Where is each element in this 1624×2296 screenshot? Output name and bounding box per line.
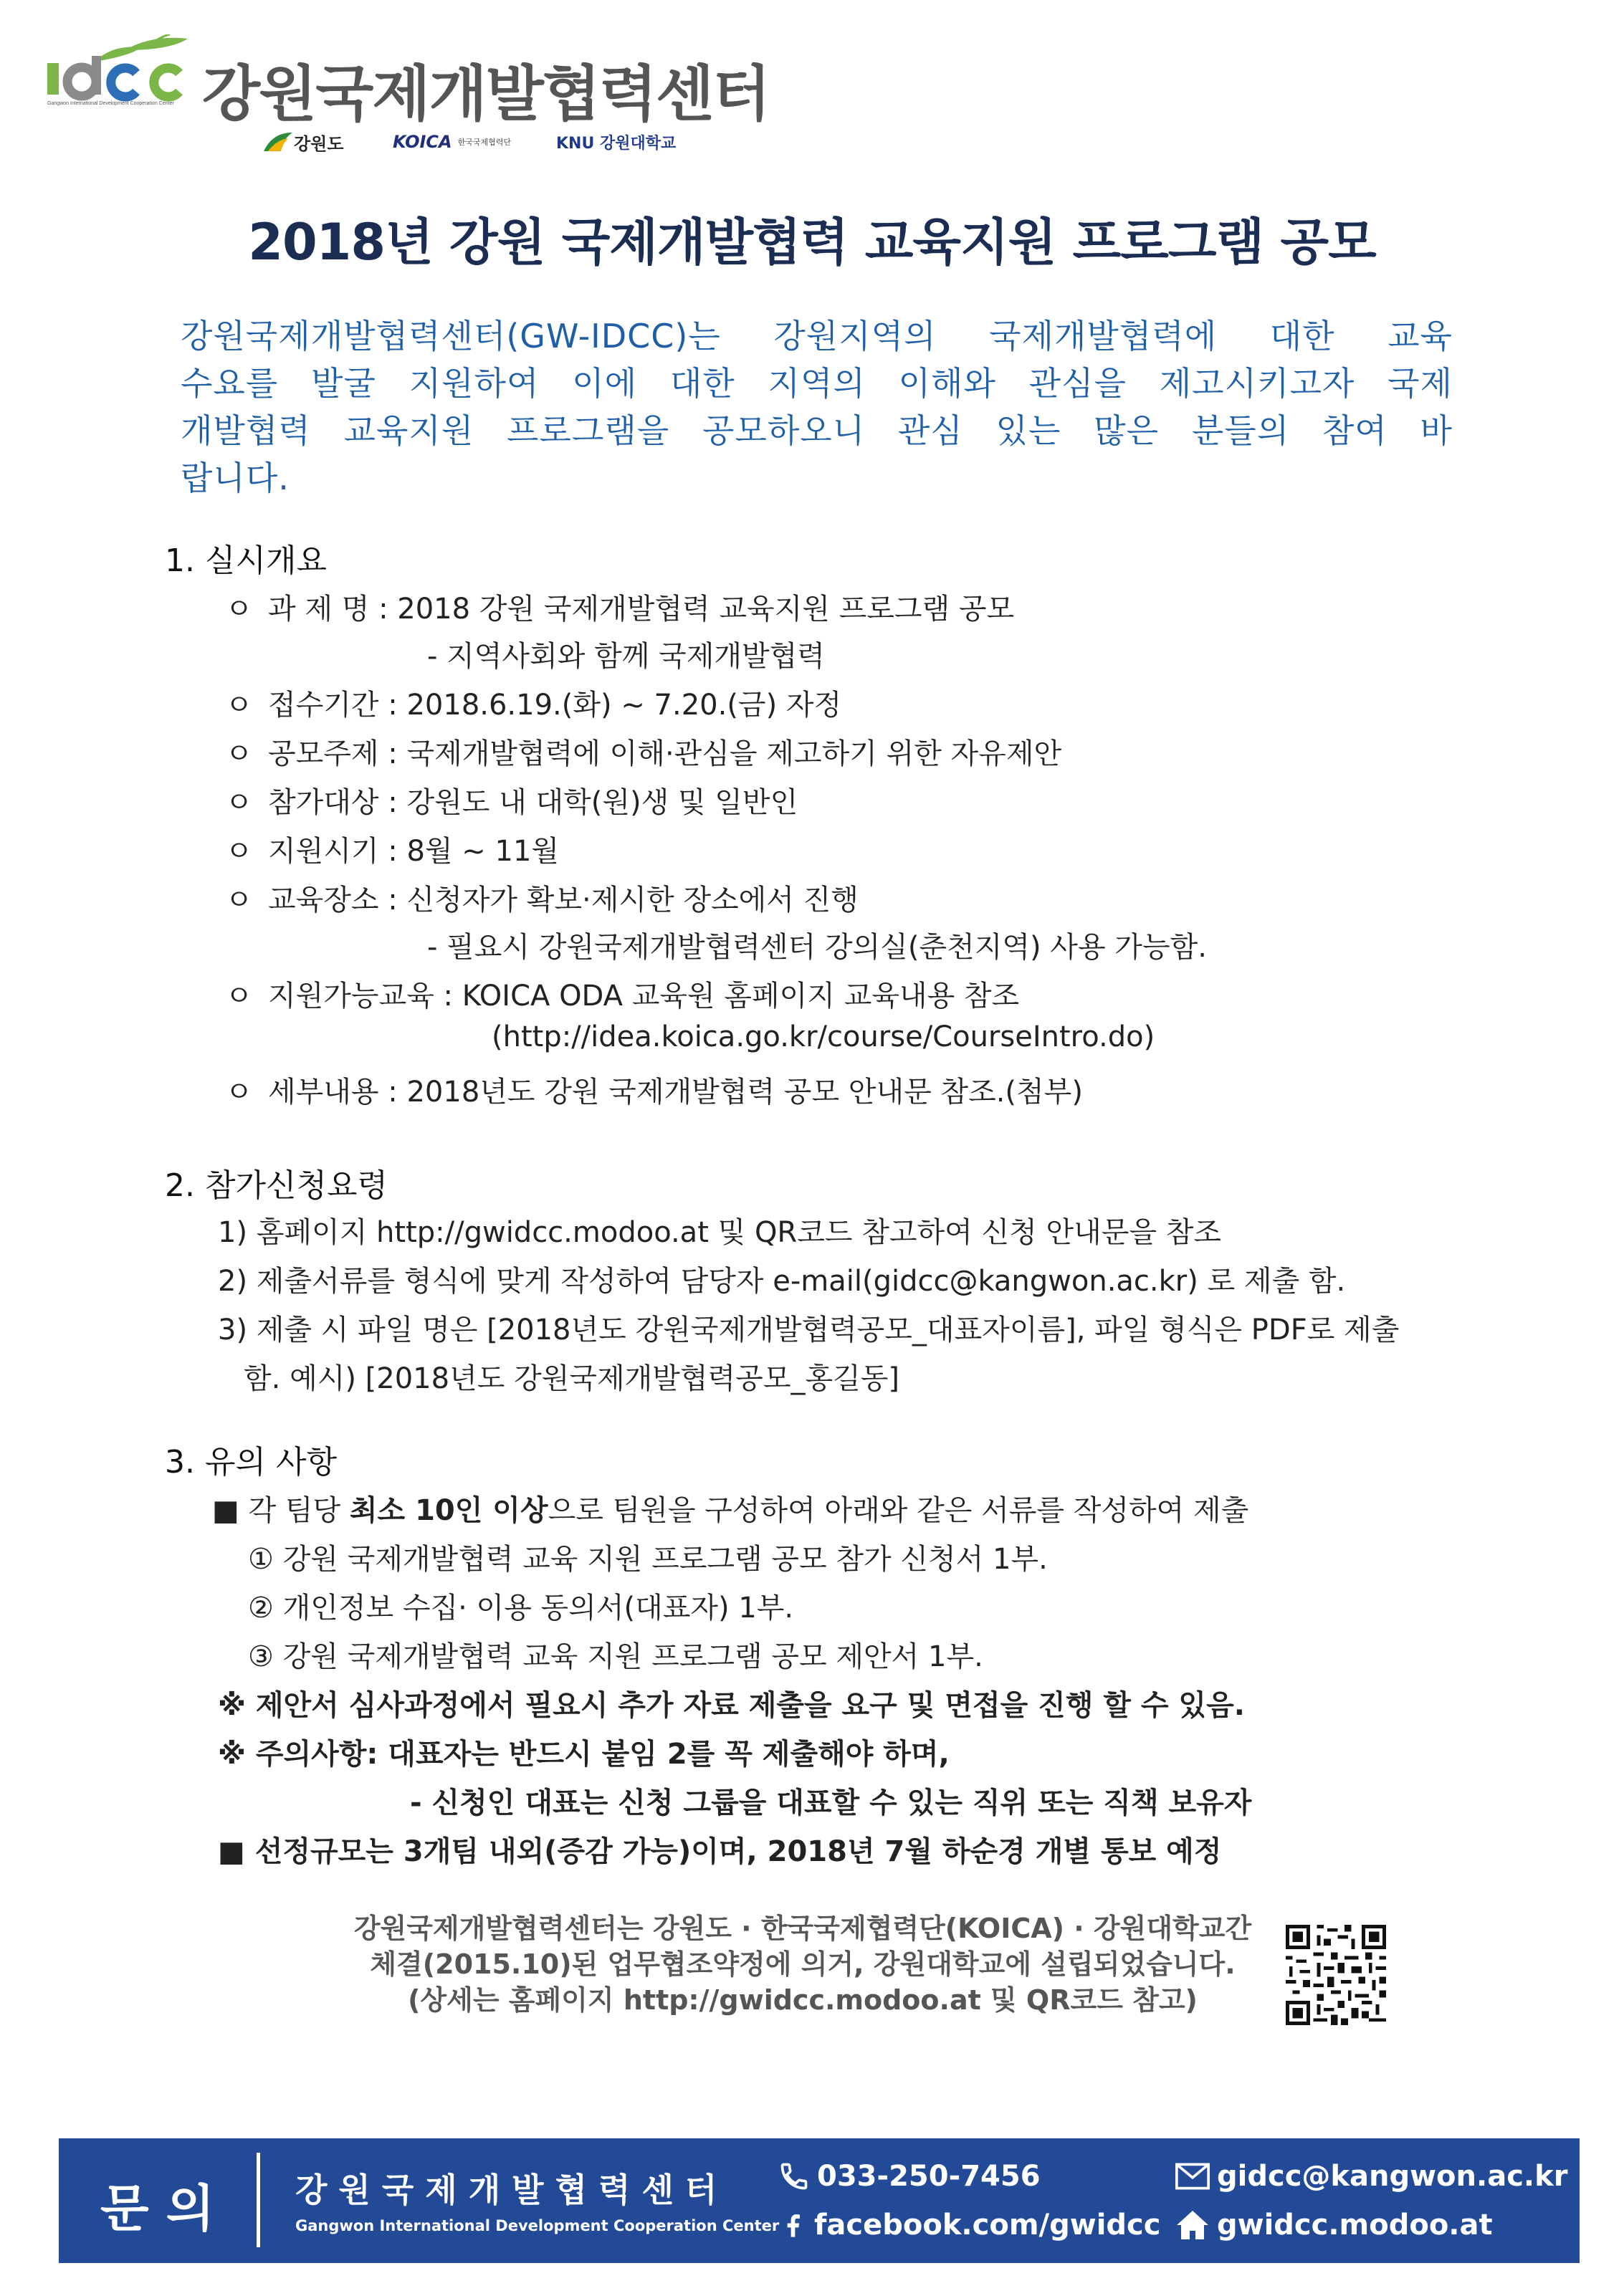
circle-bullet-icon: ㅇ <box>225 884 253 917</box>
overview-subitem: - 필요시 강원국제개발협력센터 강의실(춘천지역) 사용 가능함. <box>427 931 1207 964</box>
qr-code <box>1286 1925 1386 2025</box>
contact-homepage[interactable] <box>1175 2209 1493 2242</box>
overview-item <box>225 682 841 723</box>
partner-knu-logo <box>556 128 676 156</box>
phone-icon <box>778 2161 810 2192</box>
square-bullet-icon: ■ <box>218 1835 245 1868</box>
idcc-logo <box>44 34 191 106</box>
team-requirement-post: 으로 팀원을 구성하여 아래와 같은 서류를 작성하여 제출 <box>548 1494 1249 1527</box>
selection-scale-text: 선정규모는 3개팀 내외(증감 가능)이며, 2018년 7월 하순경 개별 통보 예정 <box>254 1835 1222 1868</box>
svg-text:Gangwon International Developm: Gangwon International Development Cooperation Center <box>47 101 174 106</box>
contact-email-text: gidcc@kangwon.ac.kr <box>1217 2160 1568 2193</box>
overview-item <box>225 731 1061 772</box>
overview-text: 지원시기 : 8월 ~ 11월 <box>268 835 560 868</box>
circle-bullet-icon: ㅇ <box>225 786 253 819</box>
qr-code-icon <box>1286 1925 1386 2025</box>
circle-bullet-icon: ㅇ <box>225 1076 253 1109</box>
application-step: 2) 제출서류를 형식에 맞게 작성하여 담당자 e-mail(gidcc@kangwon.ac.kr) 로 제출 함. <box>218 1265 1346 1298</box>
intro-paragraph <box>181 312 1453 502</box>
mail-icon <box>1175 2162 1210 2191</box>
circle-bullet-icon: ㅇ <box>225 593 253 626</box>
partner-koica-name: KOICA <box>393 132 452 152</box>
circle-bullet-icon: ㅇ <box>225 737 253 770</box>
section-3-heading: 3. 유의 사항 <box>165 1444 337 1481</box>
contact-label: 문의 <box>100 2179 232 2238</box>
required-document: ① 강원 국제개발협력 교육 지원 프로그램 공모 참가 신청서 1부. <box>248 1543 1048 1576</box>
note-caution-text: 주의사항: 대표자는 반드시 붙임 2를 꼭 제출해야 하며, <box>255 1738 950 1771</box>
intro-line: 개발협력 교육지원 프로그램을 공모하오니 관심 있는 많은 분들의 참여 바 <box>181 411 1453 450</box>
contact-bar <box>59 2138 1580 2263</box>
note-mark-icon: ※ <box>218 1738 246 1771</box>
application-step: 1) 홈페이지 http://gwidcc.modoo.at 및 QR코드 참고하여 신청 안내문을 참조 <box>218 1216 1222 1249</box>
contact-facebook-text: facebook.com/gwidcc <box>814 2209 1161 2242</box>
application-step: 3) 제출 시 파일 명은 [2018년도 강원국제개발협력공모_대표자이름], 파일 형식은 PDF로 제출 <box>218 1314 1400 1346</box>
overview-text: 참가대상 : 강원도 내 대학(원)생 및 일반인 <box>268 786 798 819</box>
overview-item <box>225 780 798 821</box>
partner-knu-name: KNU 강원대학교 <box>556 134 677 153</box>
intro-line: 랍니다. <box>181 459 290 497</box>
overview-text: 교육장소 : 신청자가 확보·제시한 장소에서 진행 <box>268 884 859 917</box>
overview-subitem: - 지역사회와 함께 국제개발협력 <box>427 640 825 673</box>
contact-phone[interactable] <box>778 2160 1041 2193</box>
contact-org-korean: 강원국제개발협력센터 <box>295 2171 729 2209</box>
note-interview <box>218 1683 1245 1723</box>
overview-item <box>225 1069 1083 1110</box>
circle-bullet-icon: ㅇ <box>225 835 253 868</box>
note-caution-sub: - 신청인 대표는 신청 그룹을 대표할 수 있는 직위 또는 직책 보유자 <box>410 1786 1252 1819</box>
required-document: ③ 강원 국제개발협력 교육 지원 프로그램 공모 제안서 1부. <box>248 1640 983 1673</box>
intro-line: 강원국제개발협력센터(GW-IDCC)는 강원지역의 국제개발협력에 대한 교육 <box>181 317 1453 355</box>
contact-homepage-text: gwidcc.modoo.at <box>1217 2209 1493 2242</box>
application-step-continued: 함. 예시) [2018년도 강원국제개발협력공모_홍길동] <box>244 1362 899 1395</box>
gangwon-emblem-icon <box>262 130 294 154</box>
overview-item <box>225 877 859 918</box>
contact-divider <box>257 2153 260 2247</box>
overview-text: 접수기간 : 2018.6.19.(화) ~ 7.20.(금) 자정 <box>268 689 842 722</box>
partner-koica-logo <box>393 128 511 156</box>
center-description-line: 강원국제개발협력센터는 강원도 · 한국국제협력단(KOICA) · 강원대학교간 <box>353 1913 1252 1944</box>
overview-item <box>225 586 1014 627</box>
center-description-line: 체결(2015.10)된 업무협조약정에 의거, 강원대학교에 설립되었습니다. <box>370 1948 1236 1980</box>
home-icon <box>1175 2209 1210 2241</box>
team-requirement-emphasis: 최소 10인 이상 <box>349 1494 548 1527</box>
org-name: 강원국제개발협력센터 <box>202 59 770 129</box>
partner-koica-sub: 한국국제협력단 <box>457 138 511 147</box>
section-2-heading: 2. 참가신청요령 <box>165 1167 388 1204</box>
team-requirement <box>212 1488 1248 1529</box>
document-title: 2018년 강원 국제개발협력 교육지원 프로그램 공모 <box>248 213 1376 272</box>
selection-scale <box>218 1829 1221 1870</box>
overview-text: 공모주제 : 국제개발협력에 이해·관심을 제고하기 위한 자유제안 <box>268 737 1062 770</box>
section-1-heading: 1. 실시개요 <box>165 542 327 579</box>
contact-org-english: Gangwon International Development Cooperation Center <box>295 2217 780 2234</box>
circle-bullet-icon: ㅇ <box>225 980 253 1013</box>
overview-item <box>225 828 559 869</box>
intro-line: 수요를 발굴 지원하여 이에 대한 지역의 이해와 관심을 제고시키고자 국제 <box>181 364 1453 403</box>
partner-gangwon-name: 강원도 <box>294 133 344 154</box>
facebook-icon <box>778 2209 807 2241</box>
note-caution <box>218 1731 950 1772</box>
team-requirement-pre: 각 팀당 <box>248 1494 350 1527</box>
partner-gangwon-logo <box>262 128 344 156</box>
idcc-logo-mark <box>44 34 191 106</box>
overview-text: 과 제 명 : 2018 강원 국제개발협력 교육지원 프로그램 공모 <box>268 593 1015 626</box>
circle-bullet-icon: ㅇ <box>225 689 253 722</box>
contact-email[interactable] <box>1175 2160 1567 2193</box>
contact-facebook[interactable] <box>778 2209 1160 2242</box>
overview-text: 세부내용 : 2018년도 강원 국제개발협력 공모 안내문 참조.(첨부) <box>268 1076 1083 1109</box>
center-description <box>337 1910 1269 2018</box>
overview-text: 지원가능교육 : KOICA ODA 교육원 홈페이지 교육내용 참조 <box>268 980 1020 1013</box>
overview-subitem: (http://idea.koica.go.kr/course/CourseIntro.do) <box>492 1020 1155 1053</box>
note-interview-text: 제안서 심사과정에서 필요시 추가 자료 제출을 요구 및 면접을 진행 할 수 있음. <box>255 1689 1245 1722</box>
square-bullet-icon: ■ <box>212 1494 239 1527</box>
required-document: ② 개인정보 수집· 이용 동의서(대표자) 1부. <box>248 1592 794 1625</box>
contact-phone-text: 033-250-7456 <box>817 2160 1041 2193</box>
overview-item <box>225 973 1019 1014</box>
note-mark-icon: ※ <box>218 1689 246 1722</box>
center-description-line: (상세는 홈페이지 http://gwidcc.modoo.at 및 QR코드 참고) <box>408 1984 1198 2016</box>
